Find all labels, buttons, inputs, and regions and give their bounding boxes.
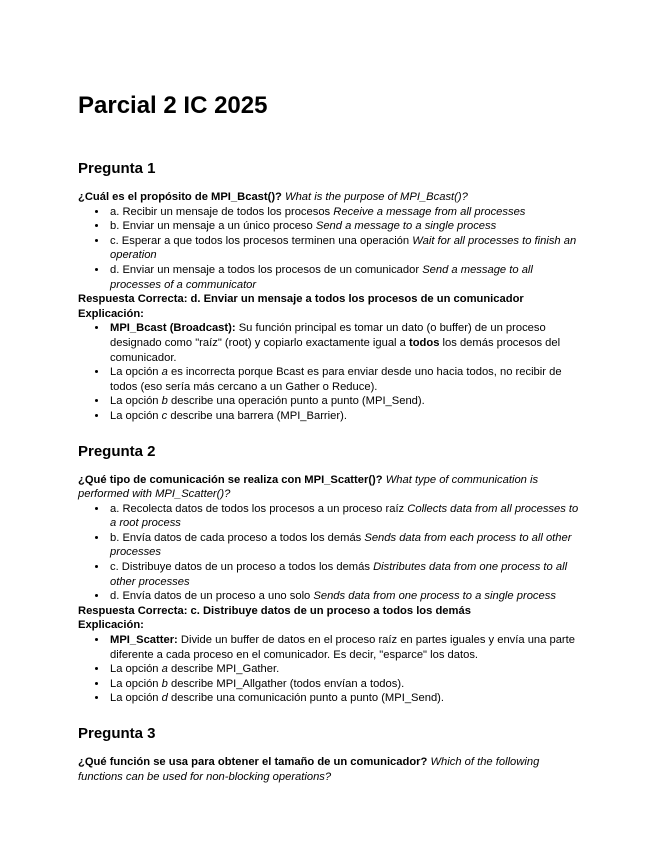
option-d <box>108 263 583 292</box>
explanation-emphasis: todos <box>408 336 440 349</box>
explanation-item <box>108 662 583 677</box>
question-2-options <box>78 502 583 604</box>
option-c <box>108 560 583 589</box>
explanation-text: La opción <box>110 677 162 690</box>
option-d <box>108 589 583 604</box>
question-1-answer: Respuesta Correcta: d. Enviar un mensaje a todos los procesos de un comunicador <box>78 293 524 306</box>
question-2-answer: Respuesta Correcta: c. Distribuye datos de un proceso a todos los demás <box>78 604 471 617</box>
question-1-text <box>78 190 583 205</box>
question-1-options <box>78 205 583 293</box>
question-1-english: What is the purpose of MPI_Bcast()? <box>285 191 468 203</box>
option-a-english: Collects data from all processes to a root process <box>110 502 579 530</box>
question-2-explanation-label: Explicación: <box>78 619 144 632</box>
question-3-heading: Pregunta 3 <box>78 725 156 742</box>
explanation-text: La opción <box>110 692 162 705</box>
explanation-letter: a <box>161 663 168 676</box>
explanation-item <box>108 677 583 692</box>
explanation-letter: b <box>161 395 168 408</box>
question-1-heading: Pregunta 1 <box>78 160 156 177</box>
option-a-spanish: a. Recolecta datos de todos los procesos a un proceso raíz <box>110 502 408 515</box>
question-2-section <box>78 443 583 707</box>
option-c-english: Distributes data from one process to all other processes <box>110 561 568 588</box>
explanation-text: La opción <box>110 409 162 422</box>
explanation-text: Divide un buffer de datos en el proceso raíz en partes iguales y envía una parte diferente a cada proceso en el comunicador. Es decir, "esparce" los datos. <box>110 634 575 661</box>
explanation-letter: a <box>161 366 168 379</box>
option-c-spanish: c. Esperar a que todos los procesos terminen una operación <box>110 234 413 247</box>
explanation-text: La opción <box>110 366 162 379</box>
option-b-spanish: b. Enviar un mensaje a un único proceso <box>110 220 316 233</box>
option-c <box>108 234 583 263</box>
question-2-explanation <box>78 633 583 706</box>
document-title: Parcial 2 IC 2025 <box>78 92 268 119</box>
explanation-text: describe MPI_Allgather (todos envían a todos). <box>167 677 405 690</box>
explanation-text: describe una barrera (MPI_Barrier). <box>167 409 347 422</box>
explanation-term: MPI_Scatter: <box>110 634 178 647</box>
explanation-text: describe una comunicación punto a punto (MPI_Send). <box>167 692 445 705</box>
explanation-text: Su función principal es tomar un dato (o buffer) de un proceso designado como "raíz" (root) y copiarlo exactamente igual a <box>110 322 546 349</box>
option-d-english: Send a message to all processes of a communicator <box>110 263 533 291</box>
explanation-letter: b <box>161 677 168 690</box>
explanation-item <box>108 691 583 706</box>
option-b <box>108 219 583 234</box>
question-1-section <box>78 160 583 424</box>
question-2-text <box>78 473 583 502</box>
option-a-spanish: a. Recibir un mensaje de todos los procesos <box>110 205 334 218</box>
option-a <box>108 502 583 531</box>
question-3-section <box>78 725 583 784</box>
question-3-english: Which of the following functions can be used for non-blocking operations? <box>78 756 540 783</box>
question-2-heading: Pregunta 2 <box>78 442 156 460</box>
question-1-explanation-label: Explicación: <box>78 307 144 320</box>
question-3-spanish: ¿Qué función se usa para obtener el tamaño de un comunicador? <box>78 756 428 768</box>
explanation-text: los demás procesos del comunicador. <box>110 336 561 364</box>
explanation-letter: d <box>161 692 168 705</box>
question-2-spanish: ¿Qué tipo de comunicación se realiza con MPI_Scatter()? <box>78 473 383 486</box>
explanation-item <box>108 365 583 394</box>
option-b-english: Sends data from each process to all other processes <box>110 531 572 559</box>
explanation-letter: c <box>161 409 168 422</box>
explanation-text: es incorrecta porque Bcast es para enviar desde uno hacia todos, no recibir de todos (eso sería más cercano a un Gather o Reduce). <box>110 366 562 393</box>
question-3-text <box>78 755 583 784</box>
question-1-explanation <box>78 321 583 423</box>
explanation-text: describe MPI_Gather. <box>167 663 280 676</box>
explanation-item <box>108 321 583 365</box>
option-b-spanish: b. Envía datos de cada proceso a todos los demás <box>110 531 365 544</box>
option-b-english: Send a message to a single process <box>315 220 497 233</box>
option-a <box>108 205 583 220</box>
option-b <box>108 531 583 560</box>
question-2-english: What type of communication is performed with MPI_Scatter()? <box>78 473 539 501</box>
document-page <box>78 92 583 803</box>
option-d-spanish: d. Envía datos de un proceso a uno solo <box>110 590 314 603</box>
explanation-term: MPI_Bcast (Broadcast): <box>110 322 236 335</box>
explanation-item <box>108 409 583 424</box>
explanation-text: La opción <box>110 395 162 408</box>
explanation-text: describe una operación punto a punto (MPI_Send). <box>167 395 425 408</box>
option-c-english: Wait for all processes to finish an operation <box>110 234 577 262</box>
option-c-spanish: c. Distribuye datos de un proceso a todos los demás <box>110 561 374 574</box>
explanation-text: La opción <box>110 663 162 676</box>
option-d-english: Sends data from one process to a single process <box>313 590 556 603</box>
option-d-spanish: d. Enviar un mensaje a todos los procesos de un comunicador <box>110 263 423 276</box>
option-a-english: Receive a message from all processes <box>333 205 526 218</box>
explanation-item <box>108 633 583 662</box>
question-1-spanish: ¿Cuál es el propósito de MPI_Bcast()? <box>78 191 282 203</box>
explanation-item <box>108 394 583 409</box>
